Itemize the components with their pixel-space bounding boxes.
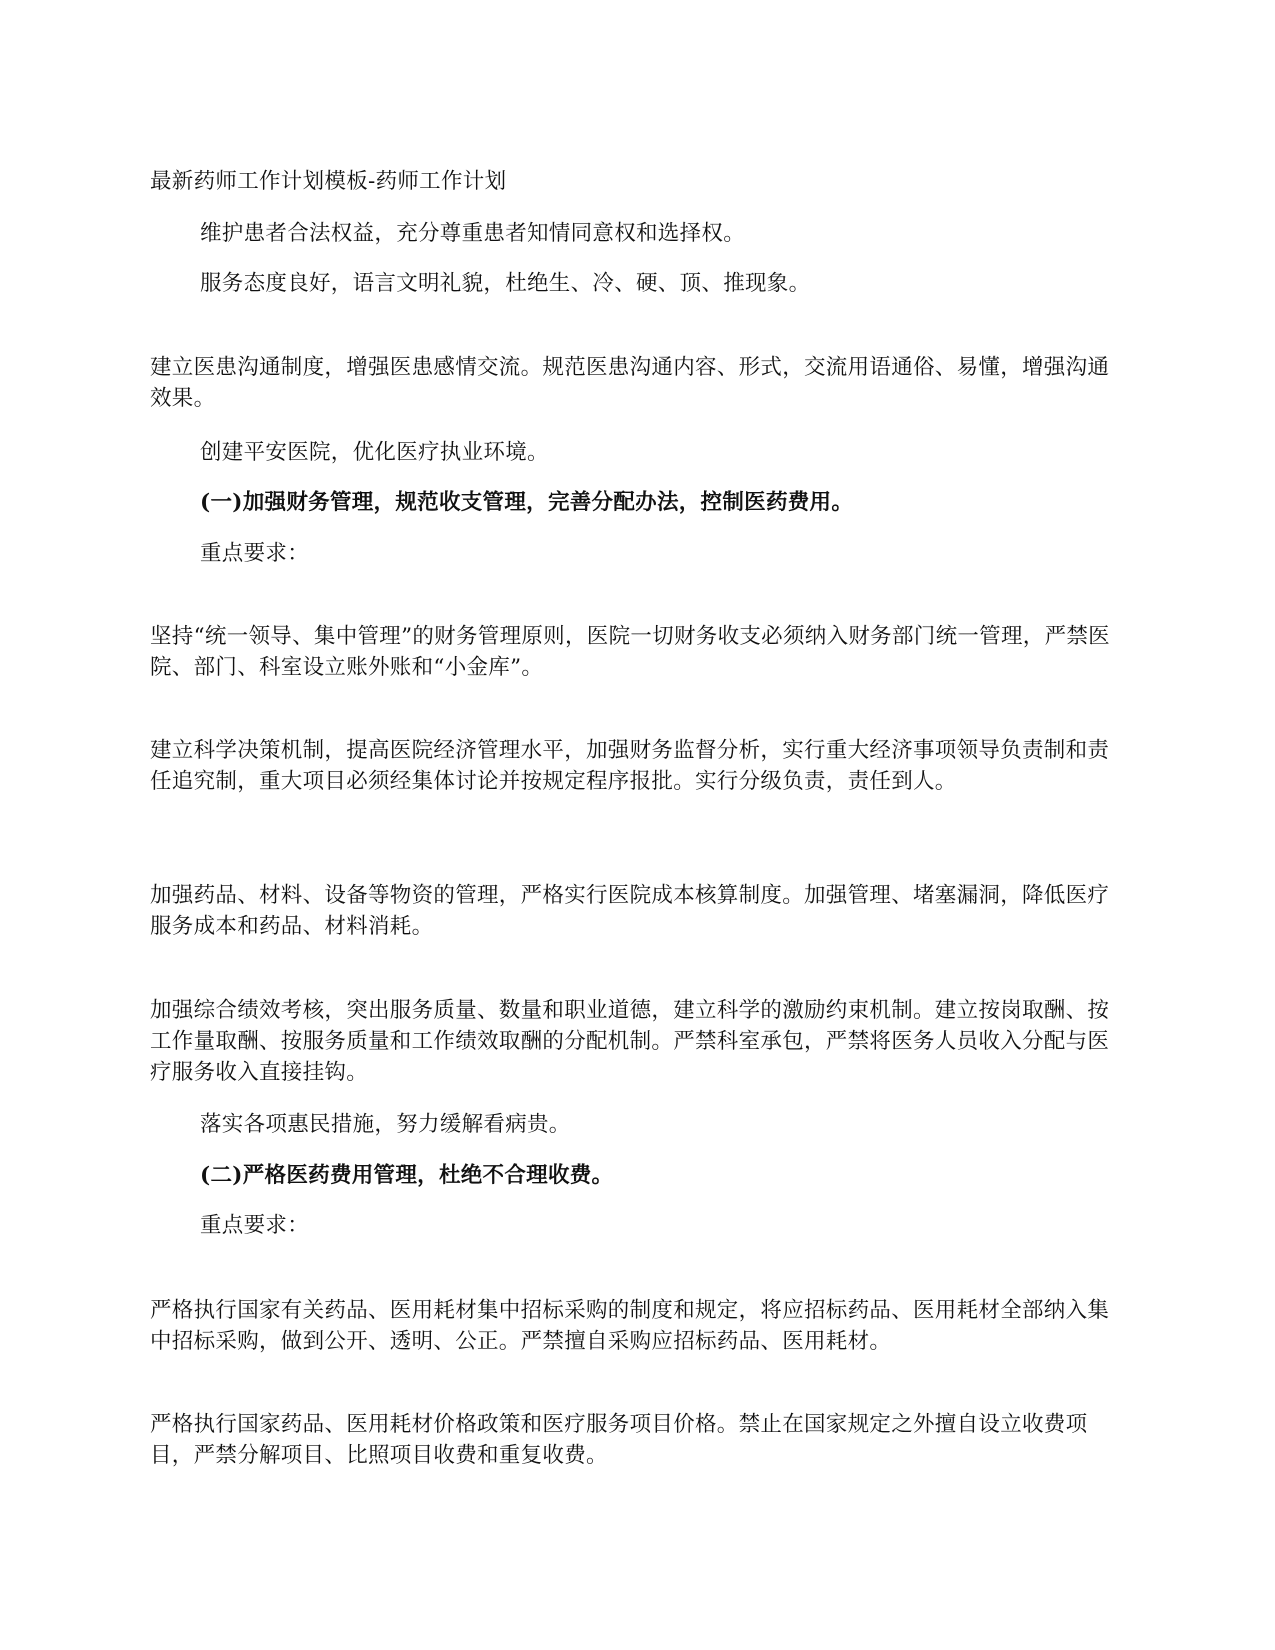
document-title: 最新药师工作计划模板-药师工作计划 (150, 169, 507, 194)
paragraph: 服务态度良好，语言文明礼貌，杜绝生、冷、硬、顶、推现象。 (200, 271, 811, 296)
paragraph: 维护患者合法权益，充分尊重患者知情同意权和选择权。 (200, 221, 746, 246)
paragraph: 建立医患沟通制度，增强医患感情交流。规范医患沟通内容、形式，交流用语通俗、易懂，增强沟通效果。 (150, 355, 1110, 411)
paragraph: 创建平安医院，优化医疗执业环境。 (200, 440, 549, 465)
paragraph: 加强药品、材料、设备等物资的管理，严格实行医院成本核算制度。加强管理、堵塞漏洞，降低医疗服务成本和药品、材料消耗。 (150, 883, 1110, 939)
paragraph: 加强综合绩效考核，突出服务质量、数量和职业道德，建立科学的激励约束机制。建立按岗取酬、按工作量取酬、按服务质量和工作绩效取酬的分配机制。严禁科室承包，严禁将医务人员收入分配与医疗服务收入直接挂钩。 (150, 998, 1110, 1085)
paragraph: 落实各项惠民措施，努力缓解看病贵。 (200, 1112, 571, 1137)
paragraph: 重点要求： (200, 1213, 310, 1238)
section-heading: (二)严格医药费用管理，杜绝不合理收费。 (200, 1163, 614, 1188)
paragraph: 重点要求： (200, 541, 310, 566)
paragraph: 建立科学决策机制，提高医院经济管理水平，加强财务监督分析，实行重大经济事项领导负责制和责任追究制，重大项目必须经集体讨论并按规定程序报批。实行分级负责，责任到人。 (150, 738, 1110, 794)
paragraph: 严格执行国家药品、医用耗材价格政策和医疗服务项目价格。禁止在国家规定之外擅自设立收费项目，严禁分解项目、比照项目收费和重复收费。 (150, 1412, 1088, 1468)
section-heading: (一)加强财务管理，规范收支管理，完善分配办法，控制医药费用。 (200, 490, 854, 515)
paragraph: 坚持“统一领导、集中管理”的财务管理原则，医院一切财务收支必须纳入财务部门统一管理，严禁医院、部门、科室设立账外账和“小金库”。 (150, 624, 1110, 680)
paragraph: 严格执行国家有关药品、医用耗材集中招标采购的制度和规定，将应招标药品、医用耗材全部纳入集中招标采购，做到公开、透明、公正。严禁擅自采购应招标药品、医用耗材。 (150, 1298, 1110, 1354)
